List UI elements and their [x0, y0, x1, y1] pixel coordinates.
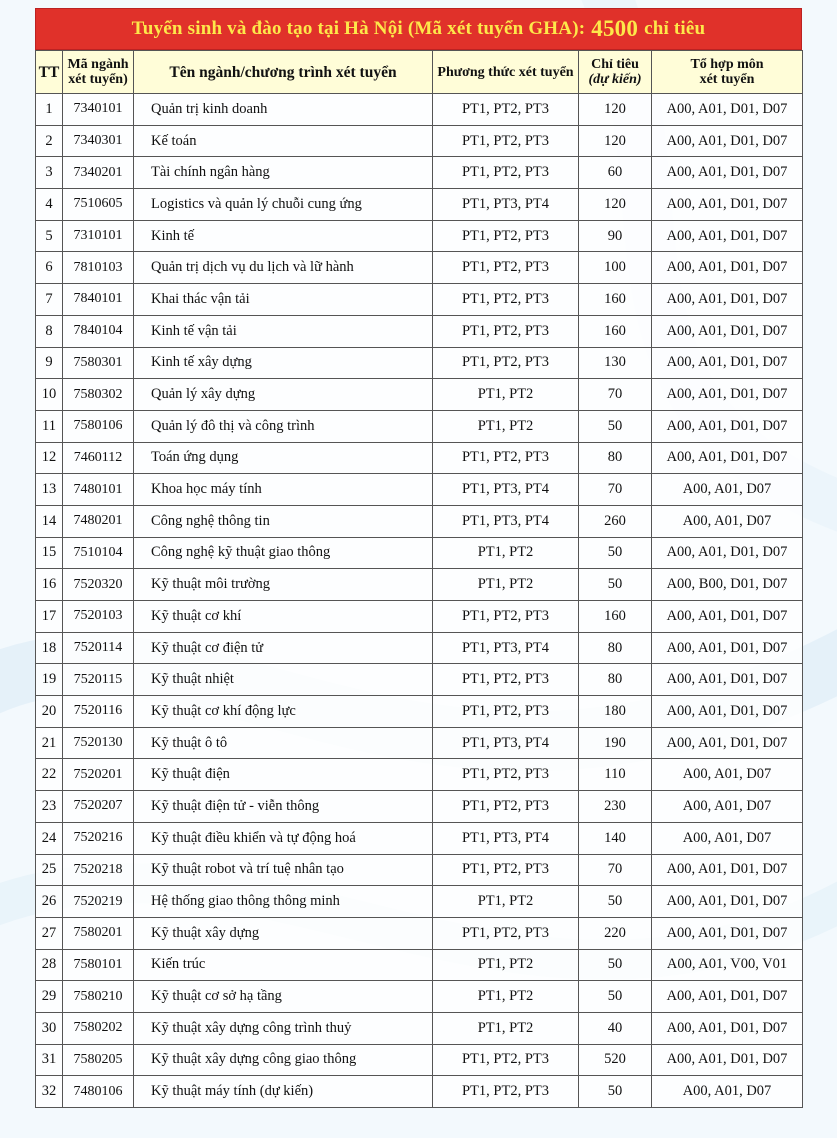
cell-method: PT1, PT2, PT3: [433, 854, 579, 886]
cell-code: 7580302: [63, 379, 134, 411]
cell-name: Kỹ thuật ô tô: [134, 727, 433, 759]
cell-combo: A00, A01, D07: [652, 1076, 803, 1108]
cell-name: Kỹ thuật cơ khí động lực: [134, 696, 433, 728]
cell-tt: 20: [36, 696, 63, 728]
cell-tt: 6: [36, 252, 63, 284]
cell-quota: 160: [579, 601, 652, 633]
cell-name: Kỹ thuật xây dựng: [134, 917, 433, 949]
cell-combo: A00, A01, D01, D07: [652, 220, 803, 252]
table-row: [36, 822, 803, 854]
table-row: [36, 505, 803, 537]
cell-quota: 90: [579, 220, 652, 252]
table-row: [36, 727, 803, 759]
cell-code: 7810103: [63, 252, 134, 284]
cell-code: 7480106: [63, 1076, 134, 1108]
header-quota: [579, 51, 652, 94]
cell-quota: 120: [579, 94, 652, 126]
table-row: [36, 791, 803, 823]
table-row: [36, 696, 803, 728]
cell-quota: 50: [579, 949, 652, 981]
cell-name: Kỹ thuật robot và trí tuệ nhân tạo: [134, 854, 433, 886]
cell-code: 7460112: [63, 442, 134, 474]
table-row: [36, 442, 803, 474]
cell-tt: 22: [36, 759, 63, 791]
cell-combo: A00, A01, D01, D07: [652, 94, 803, 126]
cell-combo: A00, A01, D01, D07: [652, 442, 803, 474]
cell-name: Logistics và quản lý chuỗi cung ứng: [134, 189, 433, 221]
cell-method: PT1, PT2: [433, 379, 579, 411]
cell-quota: 60: [579, 157, 652, 189]
cell-combo: A00, A01, D01, D07: [652, 664, 803, 696]
header-quota-line1: Chỉ tiêu: [591, 57, 639, 72]
cell-name: Kế toán: [134, 125, 433, 157]
cell-tt: 3: [36, 157, 63, 189]
cell-combo: A00, A01, D01, D07: [652, 632, 803, 664]
cell-combo: A00, A01, D01, D07: [652, 347, 803, 379]
cell-quota: 160: [579, 315, 652, 347]
cell-tt: 25: [36, 854, 63, 886]
cell-quota: 100: [579, 252, 652, 284]
cell-tt: 10: [36, 379, 63, 411]
cell-tt: 21: [36, 727, 63, 759]
cell-quota: 70: [579, 474, 652, 506]
table-row: [36, 347, 803, 379]
cell-combo: A00, A01, D07: [652, 822, 803, 854]
table-row: [36, 949, 803, 981]
cell-quota: 190: [579, 727, 652, 759]
header-code-line1: Mã ngành: [67, 57, 129, 72]
cell-combo: A00, A01, D01, D07: [652, 696, 803, 728]
cell-code: 7520218: [63, 854, 134, 886]
cell-code: 7580205: [63, 1044, 134, 1076]
cell-tt: 30: [36, 1012, 63, 1044]
table-row: [36, 284, 803, 316]
cell-tt: 1: [36, 94, 63, 126]
cell-combo: A00, A01, D07: [652, 759, 803, 791]
cell-quota: 50: [579, 886, 652, 918]
cell-code: 7510605: [63, 189, 134, 221]
cell-tt: 12: [36, 442, 63, 474]
cell-code: 7520115: [63, 664, 134, 696]
title-banner: [35, 8, 802, 50]
cell-tt: 29: [36, 981, 63, 1013]
table-row: [36, 886, 803, 918]
table-row: [36, 632, 803, 664]
table-row: [36, 537, 803, 569]
cell-code: 7480201: [63, 505, 134, 537]
cell-code: 7480101: [63, 474, 134, 506]
cell-tt: 9: [36, 347, 63, 379]
cell-code: 7520201: [63, 759, 134, 791]
cell-method: PT1, PT2, PT3: [433, 917, 579, 949]
cell-code: 7580301: [63, 347, 134, 379]
cell-combo: A00, A01, D01, D07: [652, 410, 803, 442]
cell-combo: A00, A01, D01, D07: [652, 252, 803, 284]
cell-code: 7340301: [63, 125, 134, 157]
table-row: [36, 125, 803, 157]
cell-tt: 18: [36, 632, 63, 664]
header-name: Tên ngành/chương trình xét tuyển: [134, 51, 433, 94]
table-row: [36, 854, 803, 886]
table-row: [36, 189, 803, 221]
cell-name: Công nghệ kỹ thuật giao thông: [134, 537, 433, 569]
cell-combo: A00, A01, D01, D07: [652, 189, 803, 221]
cell-combo: A00, A01, D01, D07: [652, 886, 803, 918]
cell-quota: 70: [579, 854, 652, 886]
cell-quota: 160: [579, 284, 652, 316]
table-row: [36, 981, 803, 1013]
table-row: [36, 569, 803, 601]
cell-quota: 50: [579, 410, 652, 442]
cell-code: 7340201: [63, 157, 134, 189]
cell-name: Toán ứng dụng: [134, 442, 433, 474]
table-row: [36, 1012, 803, 1044]
header-tt: TT: [36, 51, 63, 94]
cell-method: PT1, PT2, PT3: [433, 601, 579, 633]
cell-combo: A00, A01, D01, D07: [652, 537, 803, 569]
table-row: [36, 759, 803, 791]
table-row: [36, 664, 803, 696]
table-row: [36, 474, 803, 506]
table-row: [36, 315, 803, 347]
cell-code: 7520114: [63, 632, 134, 664]
table-body: [36, 94, 803, 1108]
cell-method: PT1, PT3, PT4: [433, 632, 579, 664]
cell-quota: 520: [579, 1044, 652, 1076]
table-row: [36, 252, 803, 284]
cell-quota: 70: [579, 379, 652, 411]
cell-tt: 8: [36, 315, 63, 347]
cell-tt: 5: [36, 220, 63, 252]
cell-method: PT1, PT2, PT3: [433, 1076, 579, 1108]
cell-combo: A00, A01, V00, V01: [652, 949, 803, 981]
cell-name: Kỹ thuật xây dựng công giao thông: [134, 1044, 433, 1076]
table-row: [36, 157, 803, 189]
cell-tt: 4: [36, 189, 63, 221]
cell-name: Hệ thống giao thông thông minh: [134, 886, 433, 918]
cell-method: PT1, PT2, PT3: [433, 442, 579, 474]
cell-method: PT1, PT2, PT3: [433, 284, 579, 316]
cell-name: Kinh tế xây dựng: [134, 347, 433, 379]
cell-name: Kỹ thuật máy tính (dự kiến): [134, 1076, 433, 1108]
admission-table: [35, 50, 803, 1108]
cell-quota: 140: [579, 822, 652, 854]
cell-method: PT1, PT2: [433, 886, 579, 918]
cell-name: Quản trị kinh doanh: [134, 94, 433, 126]
cell-method: PT1, PT2, PT3: [433, 791, 579, 823]
cell-combo: A00, A01, D01, D07: [652, 1044, 803, 1076]
cell-name: Kỹ thuật cơ điện tử: [134, 632, 433, 664]
cell-method: PT1, PT2, PT3: [433, 696, 579, 728]
cell-tt: 24: [36, 822, 63, 854]
cell-method: PT1, PT2, PT3: [433, 347, 579, 379]
cell-combo: A00, A01, D01, D07: [652, 601, 803, 633]
table-row: [36, 917, 803, 949]
header-combo: [652, 51, 803, 94]
cell-code: 7580210: [63, 981, 134, 1013]
cell-code: 7310101: [63, 220, 134, 252]
cell-code: 7580202: [63, 1012, 134, 1044]
cell-method: PT1, PT2: [433, 949, 579, 981]
cell-method: PT1, PT3, PT4: [433, 505, 579, 537]
cell-quota: 80: [579, 664, 652, 696]
cell-code: 7520130: [63, 727, 134, 759]
cell-quota: 50: [579, 537, 652, 569]
cell-quota: 180: [579, 696, 652, 728]
cell-name: Quản lý xây dựng: [134, 379, 433, 411]
cell-method: PT1, PT2: [433, 569, 579, 601]
cell-name: Kỹ thuật môi trường: [134, 569, 433, 601]
cell-code: 7520219: [63, 886, 134, 918]
header-code: [63, 51, 134, 94]
cell-quota: 230: [579, 791, 652, 823]
header-combo-line1: Tổ hợp môn: [690, 57, 764, 72]
cell-code: 7340101: [63, 94, 134, 126]
cell-quota: 110: [579, 759, 652, 791]
cell-name: Kỹ thuật nhiệt: [134, 664, 433, 696]
cell-name: Kỹ thuật điện tử - viễn thông: [134, 791, 433, 823]
cell-tt: 17: [36, 601, 63, 633]
title-suffix: chỉ tiêu: [644, 18, 706, 39]
cell-tt: 14: [36, 505, 63, 537]
admission-table-container: [35, 8, 802, 1108]
cell-code: 7840104: [63, 315, 134, 347]
cell-tt: 19: [36, 664, 63, 696]
table-header-row: [36, 51, 803, 94]
cell-name: Công nghệ thông tin: [134, 505, 433, 537]
cell-method: PT1, PT2: [433, 410, 579, 442]
cell-tt: 16: [36, 569, 63, 601]
cell-code: 7520216: [63, 822, 134, 854]
cell-method: PT1, PT2, PT3: [433, 252, 579, 284]
cell-tt: 28: [36, 949, 63, 981]
cell-quota: 50: [579, 569, 652, 601]
cell-quota: 130: [579, 347, 652, 379]
cell-code: 7520103: [63, 601, 134, 633]
cell-method: PT1, PT2, PT3: [433, 1044, 579, 1076]
cell-combo: A00, A01, D07: [652, 474, 803, 506]
cell-code: 7580101: [63, 949, 134, 981]
cell-combo: A00, A01, D07: [652, 505, 803, 537]
cell-tt: 27: [36, 917, 63, 949]
header-code-line2: xét tuyển): [68, 72, 128, 87]
title-prefix: Tuyển sinh và đào tạo tại Hà Nội (Mã xét tuyển GHA):: [131, 18, 586, 39]
cell-name: Kỹ thuật cơ sở hạ tầng: [134, 981, 433, 1013]
cell-name: Quản lý đô thị và công trình: [134, 410, 433, 442]
cell-tt: 11: [36, 410, 63, 442]
cell-combo: A00, A01, D01, D07: [652, 727, 803, 759]
cell-code: 7520207: [63, 791, 134, 823]
cell-quota: 40: [579, 1012, 652, 1044]
table-row: [36, 601, 803, 633]
cell-tt: 15: [36, 537, 63, 569]
cell-method: PT1, PT3, PT4: [433, 189, 579, 221]
cell-quota: 50: [579, 981, 652, 1013]
cell-name: Tài chính ngân hàng: [134, 157, 433, 189]
table-row: [36, 1076, 803, 1108]
cell-quota: 120: [579, 125, 652, 157]
cell-tt: 26: [36, 886, 63, 918]
table-row: [36, 379, 803, 411]
cell-quota: 220: [579, 917, 652, 949]
cell-name: Kỹ thuật cơ khí: [134, 601, 433, 633]
cell-method: PT1, PT2, PT3: [433, 759, 579, 791]
cell-combo: A00, A01, D01, D07: [652, 157, 803, 189]
cell-combo: A00, B00, D01, D07: [652, 569, 803, 601]
table-row: [36, 410, 803, 442]
cell-method: PT1, PT2: [433, 537, 579, 569]
cell-code: 7580201: [63, 917, 134, 949]
cell-quota: 80: [579, 632, 652, 664]
cell-method: PT1, PT3, PT4: [433, 822, 579, 854]
cell-method: PT1, PT2, PT3: [433, 315, 579, 347]
cell-method: PT1, PT2: [433, 1012, 579, 1044]
cell-quota: 120: [579, 189, 652, 221]
cell-name: Khai thác vận tải: [134, 284, 433, 316]
cell-code: 7840101: [63, 284, 134, 316]
cell-name: Kiến trúc: [134, 949, 433, 981]
cell-method: PT1, PT3, PT4: [433, 474, 579, 506]
cell-tt: 13: [36, 474, 63, 506]
cell-name: Quản trị dịch vụ du lịch và lữ hành: [134, 252, 433, 284]
header-quota-line2: (dự kiến): [588, 72, 642, 87]
cell-name: Kỹ thuật điều khiển và tự động hoá: [134, 822, 433, 854]
cell-combo: A00, A01, D01, D07: [652, 917, 803, 949]
header-method: Phương thức xét tuyển: [433, 51, 579, 94]
cell-method: PT1, PT2, PT3: [433, 220, 579, 252]
cell-tt: 23: [36, 791, 63, 823]
header-combo-line2: xét tuyển: [699, 72, 755, 87]
cell-name: Kỹ thuật điện: [134, 759, 433, 791]
cell-combo: A00, A01, D01, D07: [652, 125, 803, 157]
table-row: [36, 220, 803, 252]
cell-method: PT1, PT2: [433, 981, 579, 1013]
cell-name: Kinh tế vận tải: [134, 315, 433, 347]
table-row: [36, 1044, 803, 1076]
cell-quota: 260: [579, 505, 652, 537]
cell-combo: A00, A01, D01, D07: [652, 854, 803, 886]
cell-method: PT1, PT2, PT3: [433, 664, 579, 696]
cell-combo: A00, A01, D01, D07: [652, 981, 803, 1013]
cell-quota: 80: [579, 442, 652, 474]
cell-name: Kỹ thuật xây dựng công trình thuỷ: [134, 1012, 433, 1044]
cell-combo: A00, A01, D01, D07: [652, 379, 803, 411]
cell-code: 7520116: [63, 696, 134, 728]
cell-combo: A00, A01, D01, D07: [652, 1012, 803, 1044]
cell-method: PT1, PT2, PT3: [433, 125, 579, 157]
cell-quota: 50: [579, 1076, 652, 1108]
cell-method: PT1, PT2, PT3: [433, 94, 579, 126]
cell-code: 7510104: [63, 537, 134, 569]
cell-name: Kinh tế: [134, 220, 433, 252]
cell-tt: 7: [36, 284, 63, 316]
cell-method: PT1, PT3, PT4: [433, 727, 579, 759]
cell-tt: 2: [36, 125, 63, 157]
cell-combo: A00, A01, D07: [652, 791, 803, 823]
cell-combo: A00, A01, D01, D07: [652, 284, 803, 316]
table-row: [36, 94, 803, 126]
title-number: 4500: [591, 16, 639, 41]
cell-code: 7520320: [63, 569, 134, 601]
cell-combo: A00, A01, D01, D07: [652, 315, 803, 347]
cell-name: Khoa học máy tính: [134, 474, 433, 506]
cell-method: PT1, PT2, PT3: [433, 157, 579, 189]
cell-tt: 32: [36, 1076, 63, 1108]
cell-tt: 31: [36, 1044, 63, 1076]
cell-code: 7580106: [63, 410, 134, 442]
